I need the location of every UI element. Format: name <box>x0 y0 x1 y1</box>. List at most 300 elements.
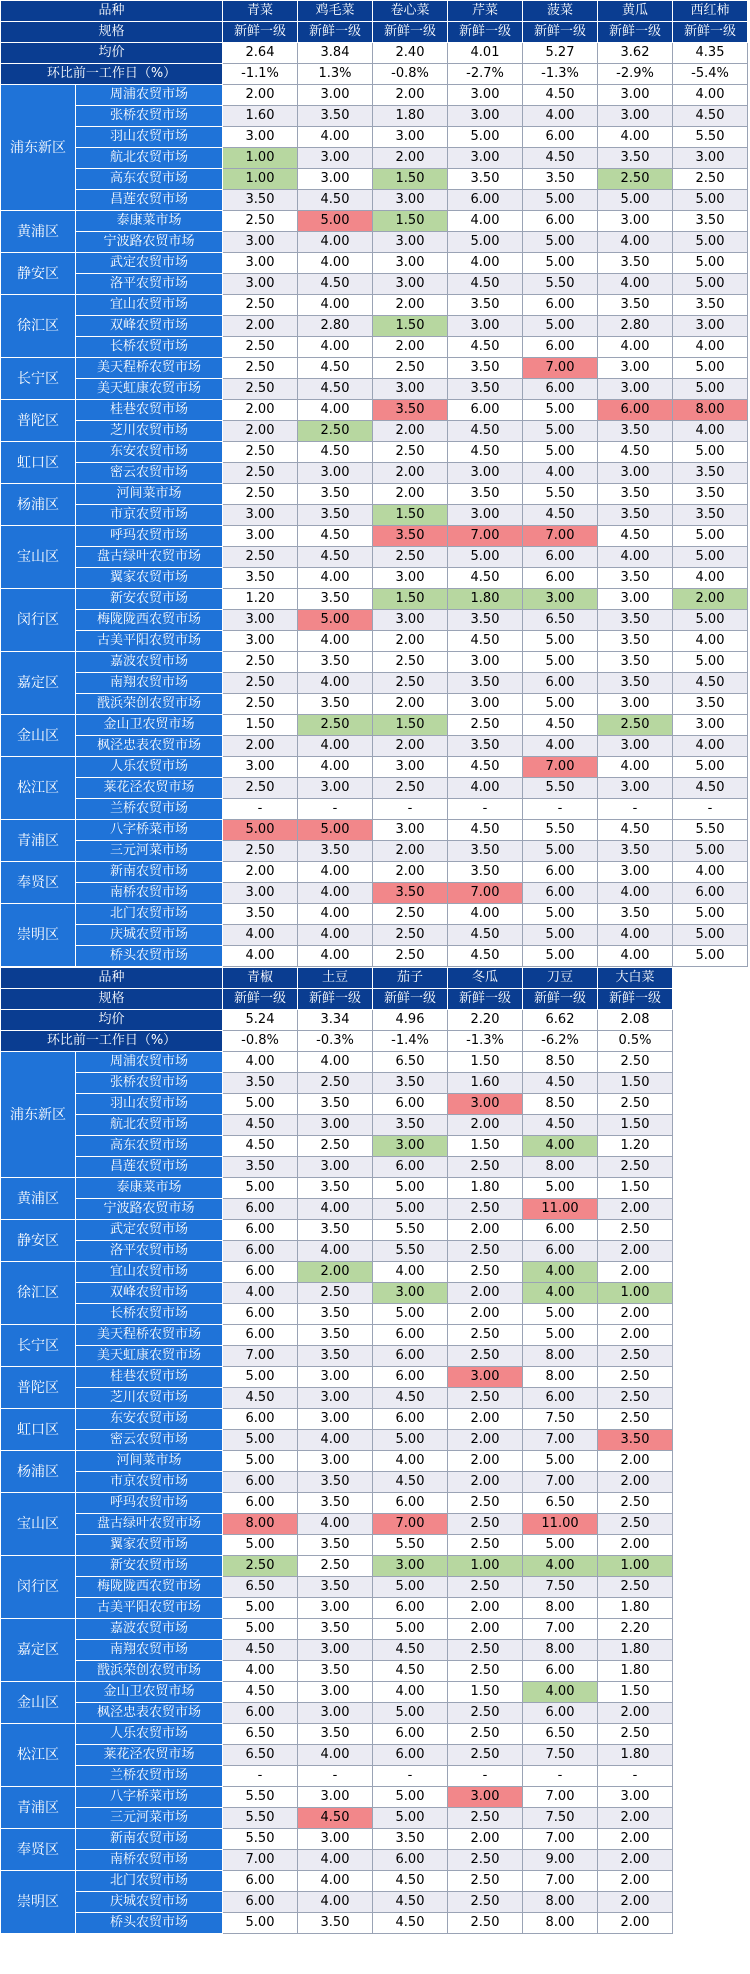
change-row <box>1 64 748 85</box>
price-cell: 3.00 <box>373 127 448 148</box>
avg-row <box>1 1010 673 1031</box>
table-row <box>1 190 748 211</box>
table-row <box>1 1493 673 1514</box>
change-value: -2.7% <box>448 64 523 85</box>
price-cell: 4.00 <box>598 883 673 904</box>
spec-value: 新鲜一级 <box>373 22 448 43</box>
item-label: 品种 <box>1 1 223 22</box>
price-cell: 3.00 <box>673 148 748 169</box>
avg-row <box>1 43 748 64</box>
spec-value: 新鲜一级 <box>523 989 598 1010</box>
table-row <box>1 1304 673 1325</box>
price-cell: 6.00 <box>373 1346 448 1367</box>
price-cell: 3.50 <box>298 1346 373 1367</box>
price-cell: 2.50 <box>298 1136 373 1157</box>
price-cell: 4.50 <box>223 1388 298 1409</box>
price-cell: 4.50 <box>523 505 598 526</box>
market-name: 东安农贸市场 <box>76 442 223 463</box>
price-cell: 4.50 <box>523 85 598 106</box>
market-name: 翼家农贸市场 <box>76 568 223 589</box>
product-name: 菠菜 <box>523 1 598 22</box>
avg-price: 5.27 <box>523 43 598 64</box>
price-cell: 3.50 <box>373 883 448 904</box>
price-cell: 4.00 <box>373 1262 448 1283</box>
price-cell: 3.50 <box>373 1115 448 1136</box>
avg-price: 2.40 <box>373 43 448 64</box>
price-cell: 2.50 <box>448 1640 523 1661</box>
district-name: 虹口区 <box>1 442 76 484</box>
price-cell: - <box>673 799 748 820</box>
price-cell: 3.00 <box>298 1703 373 1724</box>
table-row <box>1 1199 673 1220</box>
product-name: 刀豆 <box>523 968 598 989</box>
price-cell: 4.50 <box>373 1913 448 1934</box>
table-row <box>1 1913 673 1934</box>
price-cell: 4.00 <box>298 883 373 904</box>
change-value: -1.1% <box>223 64 298 85</box>
table-row <box>1 1178 673 1199</box>
market-name: 盘古绿叶农贸市场 <box>76 547 223 568</box>
district-name: 奉贤区 <box>1 862 76 904</box>
price-cell: 7.00 <box>448 883 523 904</box>
table-row <box>1 1619 673 1640</box>
price-cell: 3.50 <box>298 1220 373 1241</box>
price-cell: 5.00 <box>298 820 373 841</box>
price-cell: 3.00 <box>373 274 448 295</box>
price-cell: 7.00 <box>523 1472 598 1493</box>
district-name: 金山区 <box>1 715 76 757</box>
table-row <box>1 757 748 778</box>
avg-price: 3.34 <box>298 1010 373 1031</box>
price-cell: 5.00 <box>373 1808 448 1829</box>
price-cell: 2.50 <box>598 1367 673 1388</box>
price-cell: 4.00 <box>673 337 748 358</box>
price-cell: 6.50 <box>223 1577 298 1598</box>
price-cell: 3.50 <box>448 862 523 883</box>
price-cell: 3.00 <box>373 1136 448 1157</box>
table-row <box>1 778 748 799</box>
district-name: 长宁区 <box>1 358 76 400</box>
price-cell: 5.00 <box>673 442 748 463</box>
price-cell: 9.00 <box>523 1850 598 1871</box>
price-cell: 2.50 <box>373 442 448 463</box>
table-row <box>1 1136 673 1157</box>
table-row <box>1 358 748 379</box>
price-cell: 3.50 <box>523 169 598 190</box>
table-row <box>1 1094 673 1115</box>
avg-price: 4.96 <box>373 1010 448 1031</box>
market-name: 北门农贸市场 <box>76 1871 223 1892</box>
price-cell: 6.50 <box>223 1724 298 1745</box>
market-name: 市京农贸市场 <box>76 1472 223 1493</box>
spec-value: 新鲜一级 <box>673 22 748 43</box>
price-cell: 2.50 <box>223 337 298 358</box>
price-cell: 3.50 <box>298 1178 373 1199</box>
price-cell: 3.50 <box>673 463 748 484</box>
price-cell: - <box>298 799 373 820</box>
price-cell: 4.50 <box>298 1808 373 1829</box>
price-cell: 5.00 <box>523 421 598 442</box>
price-cell: 3.50 <box>448 379 523 400</box>
price-cell: 5.00 <box>673 841 748 862</box>
district-name: 嘉定区 <box>1 1619 76 1682</box>
price-cell: 3.00 <box>448 505 523 526</box>
district-name: 青浦区 <box>1 1787 76 1829</box>
price-cell: 2.50 <box>598 1157 673 1178</box>
price-cell: 2.50 <box>448 1913 523 1934</box>
price-cell: 6.00 <box>523 1220 598 1241</box>
price-cell: 4.00 <box>673 631 748 652</box>
price-cell: 3.00 <box>448 148 523 169</box>
price-cell: 1.50 <box>598 1178 673 1199</box>
price-cell: 4.50 <box>448 421 523 442</box>
price-cell: 6.00 <box>523 295 598 316</box>
price-cell: 4.50 <box>373 1640 448 1661</box>
price-cell: 3.00 <box>598 862 673 883</box>
market-name: 美天程桥农贸市场 <box>76 1325 223 1346</box>
market-name: 金山卫农贸市场 <box>76 1682 223 1703</box>
market-name: 武定农贸市场 <box>76 1220 223 1241</box>
price-cell: 4.00 <box>223 1283 298 1304</box>
header-row-specs <box>1 22 748 43</box>
market-name: 美天程桥农贸市场 <box>76 358 223 379</box>
spec-value: 新鲜一级 <box>223 22 298 43</box>
change-value: -0.8% <box>373 64 448 85</box>
price-cell: 7.00 <box>223 1850 298 1871</box>
price-cell: 6.00 <box>373 1493 448 1514</box>
price-cell: 3.50 <box>373 1073 448 1094</box>
price-cell: 2.50 <box>448 1808 523 1829</box>
price-cell: 2.50 <box>448 715 523 736</box>
price-cell: 3.00 <box>298 1829 373 1850</box>
price-cell: 4.00 <box>298 337 373 358</box>
price-cell: 1.50 <box>373 715 448 736</box>
price-cell: 3.50 <box>298 1577 373 1598</box>
price-cell: 5.50 <box>223 1829 298 1850</box>
price-cell: 2.50 <box>223 547 298 568</box>
price-cell: 4.50 <box>373 1892 448 1913</box>
spec-value: 新鲜一级 <box>523 22 598 43</box>
price-cell: 3.50 <box>448 841 523 862</box>
price-cell: 2.00 <box>373 463 448 484</box>
price-cell: 5.00 <box>673 610 748 631</box>
price-cell: 5.00 <box>523 253 598 274</box>
price-cell: 5.00 <box>373 1787 448 1808</box>
price-cell: 1.50 <box>373 211 448 232</box>
product-name: 青椒 <box>223 968 298 989</box>
price-cell: - <box>448 799 523 820</box>
price-cell: 2.50 <box>598 1577 673 1598</box>
price-cell: 7.00 <box>523 757 598 778</box>
market-name: 古美平阳农贸市场 <box>76 631 223 652</box>
price-cell: 1.80 <box>448 1178 523 1199</box>
price-cell: - <box>223 799 298 820</box>
price-cell: 4.00 <box>598 232 673 253</box>
price-cell: 5.00 <box>223 1367 298 1388</box>
product-name: 青菜 <box>223 1 298 22</box>
table-row <box>1 421 748 442</box>
market-name: 枫泾忠表农贸市场 <box>76 1703 223 1724</box>
table-row <box>1 211 748 232</box>
price-cell: 3.00 <box>298 1682 373 1703</box>
price-cell: 4.00 <box>598 127 673 148</box>
price-cell: 6.00 <box>523 127 598 148</box>
price-cell: 3.00 <box>298 1388 373 1409</box>
price-cell: 2.00 <box>223 736 298 757</box>
price-cell: 7.00 <box>223 1346 298 1367</box>
market-name: 美天虹康农贸市场 <box>76 1346 223 1367</box>
price-cell: 2.00 <box>373 337 448 358</box>
table-row <box>1 883 748 904</box>
table-row <box>1 337 748 358</box>
price-cell: 2.00 <box>598 1325 673 1346</box>
price-cell: 1.60 <box>448 1073 523 1094</box>
table-row <box>1 568 748 589</box>
price-cell: 2.00 <box>448 1283 523 1304</box>
price-cell: 5.00 <box>673 274 748 295</box>
price-cell: 2.50 <box>448 1199 523 1220</box>
market-name: 梅陇陇西农贸市场 <box>76 1577 223 1598</box>
price-cell: 1.50 <box>598 1682 673 1703</box>
price-cell: 2.00 <box>448 1451 523 1472</box>
price-cell: 5.00 <box>373 1619 448 1640</box>
price-cell: 3.00 <box>598 106 673 127</box>
price-cell: 4.00 <box>598 925 673 946</box>
price-cell: 1.50 <box>373 169 448 190</box>
price-cell: 3.00 <box>448 1094 523 1115</box>
price-cell: 1.80 <box>598 1745 673 1766</box>
price-cell: 6.00 <box>223 1493 298 1514</box>
district-name: 浦东新区 <box>1 1052 76 1178</box>
avg-price: 2.64 <box>223 43 298 64</box>
price-cell: 1.00 <box>598 1283 673 1304</box>
table-row <box>1 1451 673 1472</box>
price-cell: 6.00 <box>223 1325 298 1346</box>
market-name: 人乐农贸市场 <box>76 1724 223 1745</box>
price-cell: 2.00 <box>598 1304 673 1325</box>
price-cell: 11.00 <box>523 1199 598 1220</box>
spec-value: 新鲜一级 <box>598 989 673 1010</box>
table-row <box>1 295 748 316</box>
price-cell: 4.00 <box>298 904 373 925</box>
market-name: 美天虹康农贸市场 <box>76 379 223 400</box>
market-name: 嘉波农贸市场 <box>76 652 223 673</box>
price-cell: 3.00 <box>298 169 373 190</box>
price-cell: 4.00 <box>298 1850 373 1871</box>
price-cell: 5.00 <box>673 925 748 946</box>
price-cell: 4.50 <box>223 1136 298 1157</box>
price-cell: 6.00 <box>223 1409 298 1430</box>
price-cell: 6.00 <box>373 1157 448 1178</box>
price-cell: 2.50 <box>223 1556 298 1577</box>
change-value: -1.3% <box>448 1031 523 1052</box>
table-row <box>1 1472 673 1493</box>
price-cell: 3.00 <box>448 652 523 673</box>
price-cell: 5.00 <box>223 1913 298 1934</box>
district-name: 松江区 <box>1 1724 76 1787</box>
price-cell: 2.50 <box>598 169 673 190</box>
change-value: 0.5% <box>598 1031 673 1052</box>
price-cell: 4.50 <box>298 379 373 400</box>
district-name: 静安区 <box>1 253 76 295</box>
price-cell: 2.50 <box>448 1262 523 1283</box>
price-cell: 2.50 <box>448 1325 523 1346</box>
price-cell: 5.00 <box>673 904 748 925</box>
price-cell: 3.50 <box>673 484 748 505</box>
avg-price: 3.62 <box>598 43 673 64</box>
price-cell: 3.00 <box>298 1115 373 1136</box>
price-cell: 1.50 <box>598 1073 673 1094</box>
price-cell: 3.50 <box>298 1304 373 1325</box>
price-cell: 6.00 <box>223 1304 298 1325</box>
price-cell: 2.00 <box>373 736 448 757</box>
price-cell: 3.50 <box>298 1472 373 1493</box>
market-name: 呼玛农贸市场 <box>76 526 223 547</box>
price-cell: - <box>523 1766 598 1787</box>
market-name: 密云农贸市场 <box>76 463 223 484</box>
table-row <box>1 1640 673 1661</box>
district-name: 徐汇区 <box>1 295 76 358</box>
table-row <box>1 1388 673 1409</box>
price-cell: 7.00 <box>523 526 598 547</box>
change-value: -2.9% <box>598 64 673 85</box>
price-cell: 2.50 <box>448 1493 523 1514</box>
district-name: 杨浦区 <box>1 484 76 526</box>
price-cell: 4.00 <box>523 736 598 757</box>
price-cell: 5.00 <box>598 190 673 211</box>
price-cell: 2.50 <box>598 1388 673 1409</box>
price-cell: 5.00 <box>223 1178 298 1199</box>
price-cell: 2.50 <box>448 1241 523 1262</box>
price-cell: 6.00 <box>223 1220 298 1241</box>
change-value: -6.2% <box>523 1031 598 1052</box>
price-cell: 4.50 <box>448 946 523 967</box>
price-cell: 2.50 <box>448 1703 523 1724</box>
market-name: 莱花泾农贸市场 <box>76 778 223 799</box>
price-cell: 3.00 <box>223 610 298 631</box>
market-name: 洛平农贸市场 <box>76 274 223 295</box>
price-cell: 7.00 <box>523 1871 598 1892</box>
price-cell: 4.00 <box>523 1136 598 1157</box>
table-row <box>1 505 748 526</box>
price-cell: 3.50 <box>598 568 673 589</box>
price-cell: 7.50 <box>523 1577 598 1598</box>
table-row <box>1 547 748 568</box>
table-row <box>1 1787 673 1808</box>
price-cell: 3.00 <box>223 526 298 547</box>
table-row <box>1 694 748 715</box>
price-cell: 2.00 <box>373 421 448 442</box>
price-cell: 5.00 <box>523 190 598 211</box>
market-name: 羽山农贸市场 <box>76 127 223 148</box>
price-cell: 2.00 <box>448 1220 523 1241</box>
price-cell: 4.00 <box>223 1661 298 1682</box>
price-cell: 3.50 <box>223 1073 298 1094</box>
change-value: -0.8% <box>223 1031 298 1052</box>
market-name: 古美平阳农贸市场 <box>76 1598 223 1619</box>
market-name: 宁波路农贸市场 <box>76 232 223 253</box>
district-name: 徐汇区 <box>1 1262 76 1325</box>
price-cell: 6.00 <box>448 190 523 211</box>
price-cell: 6.00 <box>523 883 598 904</box>
price-cell: 8.00 <box>673 400 748 421</box>
table-row <box>1 1073 673 1094</box>
table-row <box>1 673 748 694</box>
price-cell: 4.00 <box>298 1892 373 1913</box>
market-name: 莱花泾农贸市场 <box>76 1745 223 1766</box>
price-table-section-1 <box>0 0 748 967</box>
market-name: 双峰农贸市场 <box>76 316 223 337</box>
price-cell: 3.00 <box>223 127 298 148</box>
price-cell: 1.80 <box>373 106 448 127</box>
price-cell: 4.50 <box>673 778 748 799</box>
market-name: 新南农贸市场 <box>76 1829 223 1850</box>
price-cell: 3.50 <box>298 589 373 610</box>
market-name: 人乐农贸市场 <box>76 757 223 778</box>
price-cell: 2.00 <box>448 1430 523 1451</box>
price-cell: 2.00 <box>448 1115 523 1136</box>
price-cell: 2.50 <box>373 673 448 694</box>
change-value: 1.3% <box>298 64 373 85</box>
price-cell: 6.50 <box>373 1052 448 1073</box>
price-cell: 3.00 <box>598 211 673 232</box>
price-cell: 4.00 <box>523 106 598 127</box>
price-cell: 5.00 <box>523 694 598 715</box>
price-cell: - <box>523 799 598 820</box>
price-cell: 2.00 <box>223 85 298 106</box>
price-cell: 2.00 <box>598 1808 673 1829</box>
price-cell: 2.00 <box>448 1409 523 1430</box>
price-cell: 7.00 <box>523 1829 598 1850</box>
market-name: 航北农贸市场 <box>76 1115 223 1136</box>
market-name: 三元河菜市场 <box>76 841 223 862</box>
price-cell: 3.00 <box>448 694 523 715</box>
price-cell: 2.50 <box>598 715 673 736</box>
price-cell: 2.00 <box>223 862 298 883</box>
price-cell: 3.50 <box>298 505 373 526</box>
price-cell: 3.00 <box>298 1157 373 1178</box>
price-cell: 1.80 <box>598 1598 673 1619</box>
price-cell: 4.50 <box>448 820 523 841</box>
price-cell: 4.00 <box>298 1745 373 1766</box>
table-row <box>1 85 748 106</box>
price-cell: 3.50 <box>448 610 523 631</box>
price-cell: 4.50 <box>523 1115 598 1136</box>
price-cell: 4.00 <box>298 1052 373 1073</box>
price-cell: 8.00 <box>223 1514 298 1535</box>
price-cell: 4.00 <box>298 295 373 316</box>
price-cell: 6.00 <box>523 1388 598 1409</box>
price-cell: 5.50 <box>523 778 598 799</box>
price-cell: 2.00 <box>448 1472 523 1493</box>
price-cell: 6.00 <box>223 1241 298 1262</box>
price-cell: 5.00 <box>673 526 748 547</box>
price-cell: 3.00 <box>373 1283 448 1304</box>
price-cell: 3.50 <box>673 211 748 232</box>
table-row <box>1 1892 673 1913</box>
price-table-section-2 <box>0 967 673 1934</box>
market-name: 盘古绿叶农贸市场 <box>76 1514 223 1535</box>
price-cell: 3.50 <box>673 295 748 316</box>
price-cell: 2.50 <box>373 904 448 925</box>
price-cell: 3.00 <box>298 1787 373 1808</box>
market-name: 梅陇陇西农贸市场 <box>76 610 223 631</box>
price-cell: 1.80 <box>448 589 523 610</box>
price-cell: 6.00 <box>373 1325 448 1346</box>
price-cell: 7.00 <box>448 526 523 547</box>
price-cell: 5.00 <box>673 190 748 211</box>
price-cell: 2.00 <box>373 295 448 316</box>
